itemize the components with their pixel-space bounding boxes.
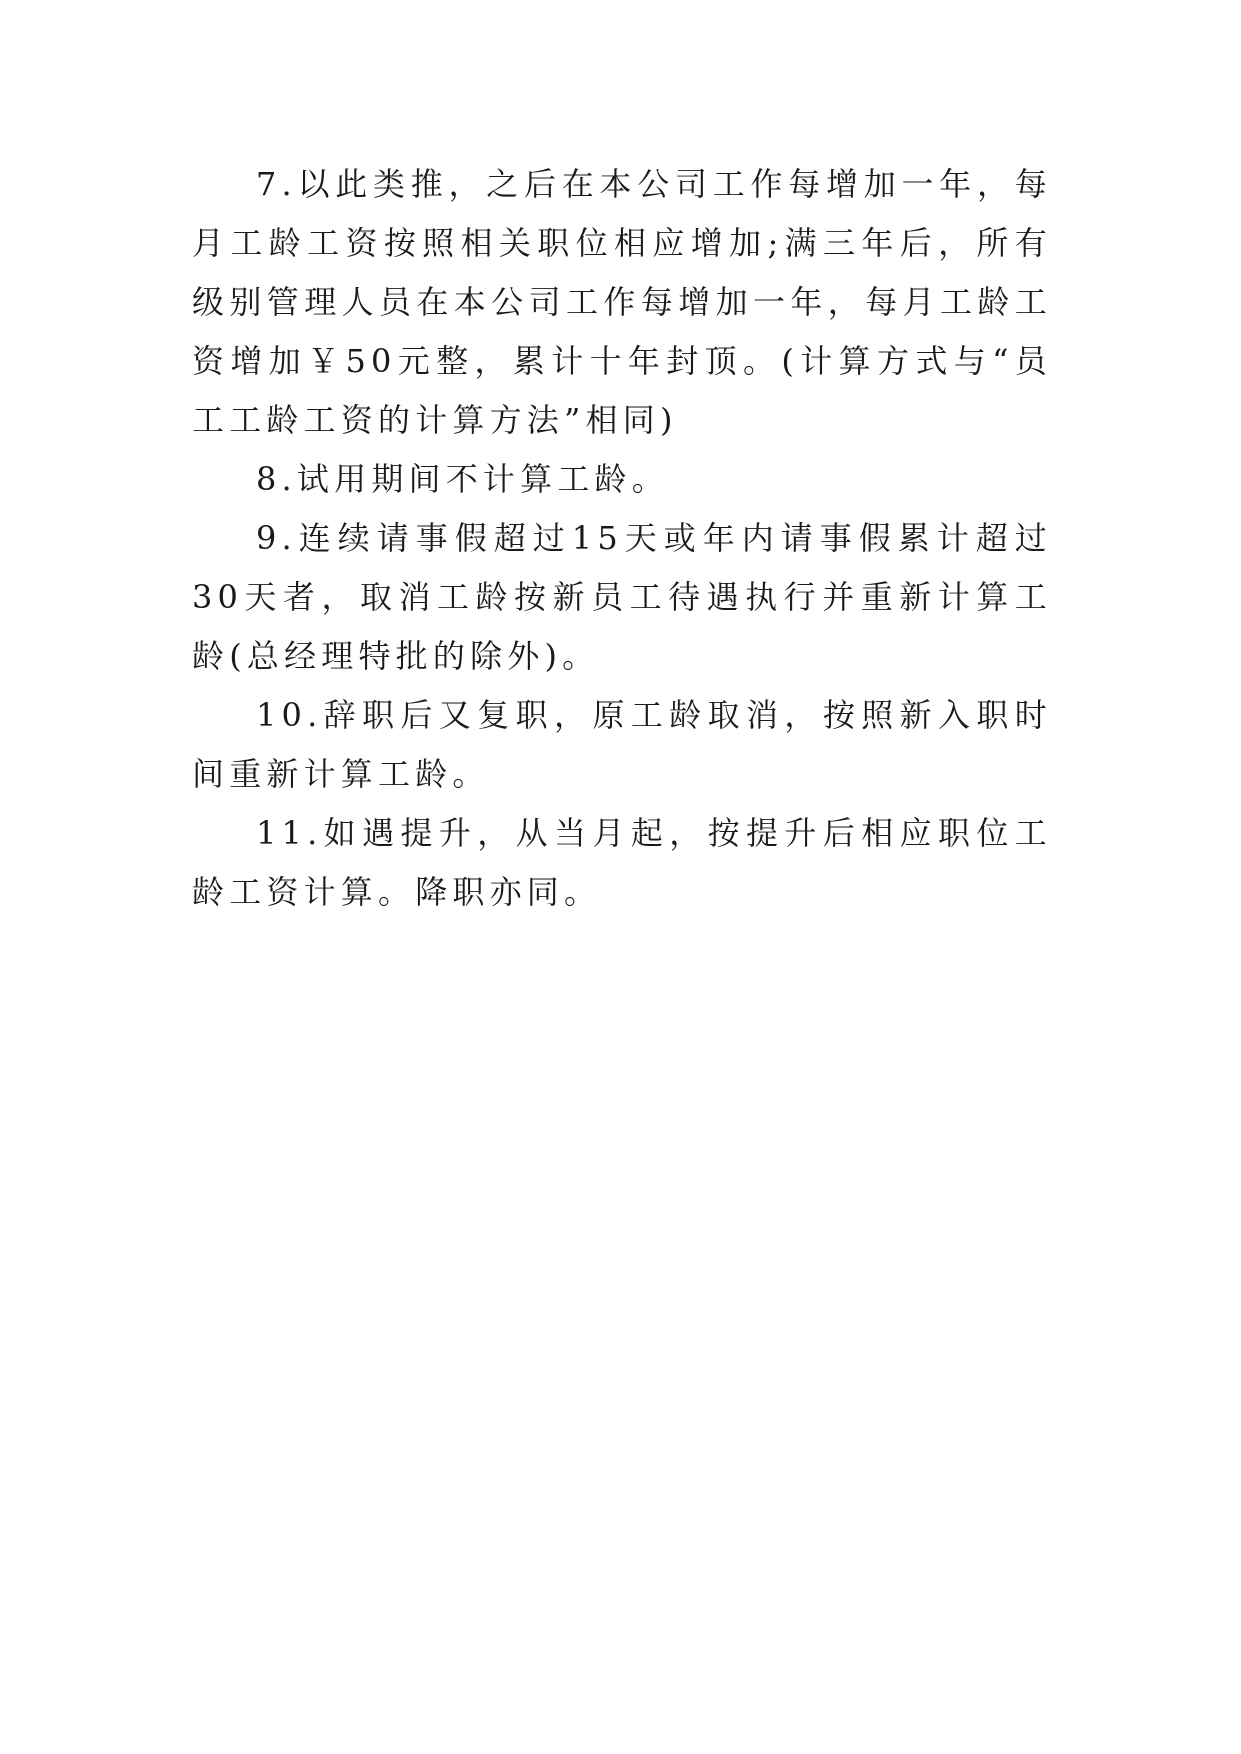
paragraph-9: 9.连续请事假超过15天或年内请事假累计超过30天者，取消工龄按新员工待遇执行并重新计算工龄(总经理特批的除外)。 — [192, 519, 1052, 675]
paragraph-8: 8.试用期间不计算工龄。 — [256, 460, 669, 498]
paragraph-11: 11.如遇提升，从当月起，按提升后相应职位工龄工资计算。降职亦同。 — [192, 814, 1052, 911]
paragraph-7: 7.以此类推，之后在本公司工作每增加一年，每月工龄工资按照相关职位相应增加;满三年后，所有级别管理人员在本公司工作每增加一年，每月工龄工资增加￥50元整，累计十年封顶。(计算方式与“员工工龄工资的计算方法”相同) — [192, 165, 1052, 439]
document-body — [192, 155, 1052, 922]
paragraph-10: 10.辞职后又复职，原工龄取消，按照新入职时间重新计算工龄。 — [192, 696, 1052, 793]
